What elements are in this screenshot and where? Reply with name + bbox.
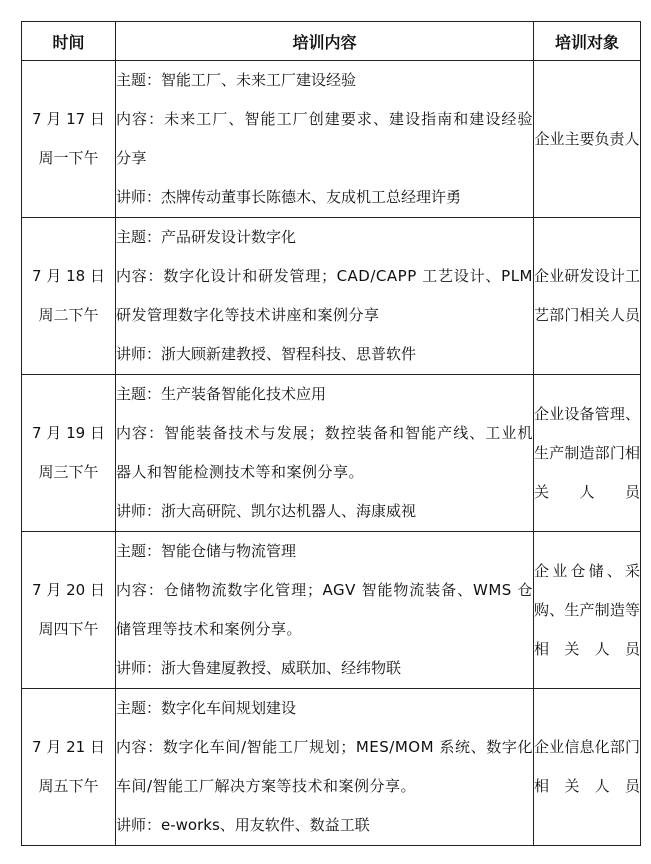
target-cell: [534, 375, 641, 532]
table-row: [22, 375, 641, 532]
content-cell: [116, 218, 534, 375]
topic-text: 主题：生产装备智能化技术应用: [116, 385, 327, 403]
slot-text: 周四下午: [38, 620, 99, 638]
target-cell: [534, 689, 641, 846]
header-time: 时间: [22, 22, 116, 61]
content-cell: [116, 375, 534, 532]
target-cell: [534, 61, 641, 218]
slot-text: 周五下午: [38, 777, 99, 795]
target-cell: [534, 218, 641, 375]
content-cell: [116, 689, 534, 846]
topic-text: 主题：数字化车间规划建设: [116, 699, 297, 717]
content-text: 内容：仓储物流数字化管理；AGV 智能物流装备、WMS 仓储管理等技术和案例分享。: [116, 581, 533, 638]
target-text: 企业主要负责人: [534, 129, 640, 148]
topic-text: 主题：智能仓储与物流管理: [116, 542, 297, 560]
lecturer-text: 讲师：浙大顾新建教授、智程科技、思普软件: [116, 345, 417, 363]
lecturer-text: 讲师：浙大高研院、凯尔达机器人、海康威视: [116, 502, 417, 520]
date-text: 7 月 19 日: [32, 424, 105, 442]
time-cell: [22, 61, 116, 218]
lecturer-text: 讲师：杰牌传动董事长陈德木、友成机工总经理许勇: [116, 188, 462, 206]
content-text: 内容：数字化设计和研发管理；CAD/CAPP 工艺设计、PLM 研发管理数字化等技术讲座和案例分享: [116, 267, 533, 324]
topic-text: 主题：产品研发设计数字化: [116, 228, 297, 246]
time-cell: [22, 218, 116, 375]
content-cell: [116, 61, 534, 218]
date-text: 7 月 17 日: [32, 110, 105, 128]
date-text: 7 月 20 日: [32, 581, 105, 599]
content-text: 内容：数字化车间/智能工厂规划；MES/MOM 系统、数字化车间/智能工厂解决方案等技术和案例分享。: [116, 738, 533, 795]
slot-text: 周二下午: [38, 306, 99, 324]
content-text: 内容：智能装备技术与发展；数控装备和智能产线、工业机器人和智能检测技术等和案例分享。: [116, 424, 533, 481]
header-row: [22, 22, 641, 61]
topic-text: 主题：智能工厂、未来工厂建设经验: [116, 71, 357, 89]
table-row: [22, 532, 641, 689]
lecturer-text: 讲师：e-works、用友软件、数益工联: [116, 816, 370, 834]
time-cell: [22, 532, 116, 689]
header-target: 培训对象: [534, 22, 641, 61]
time-cell: [22, 689, 116, 846]
target-text: 企业仓储、采购、生产制造等相关人员: [534, 561, 640, 658]
target-text: 企业信息化部门相关人员: [534, 738, 640, 795]
target-cell: [534, 532, 641, 689]
date-text: 7 月 21 日: [32, 738, 105, 756]
table-row: [22, 61, 641, 218]
target-text: 企业研发设计工艺部门相关人员: [534, 267, 640, 324]
target-text: 企业设备管理、生产制造部门相关人员: [534, 404, 640, 501]
table-row: [22, 218, 641, 375]
content-cell: [116, 532, 534, 689]
time-cell: [22, 375, 116, 532]
slot-text: 周一下午: [38, 149, 99, 167]
date-text: 7 月 18 日: [32, 267, 105, 285]
table-row: [22, 689, 641, 846]
slot-text: 周三下午: [38, 463, 99, 481]
content-text: 内容：未来工厂、智能工厂创建要求、建设指南和建设经验分享: [116, 110, 533, 167]
training-schedule-table: [21, 21, 641, 846]
header-content: 培训内容: [116, 22, 534, 61]
lecturer-text: 讲师：浙大鲁建厦教授、威联加、经纬物联: [116, 659, 402, 677]
